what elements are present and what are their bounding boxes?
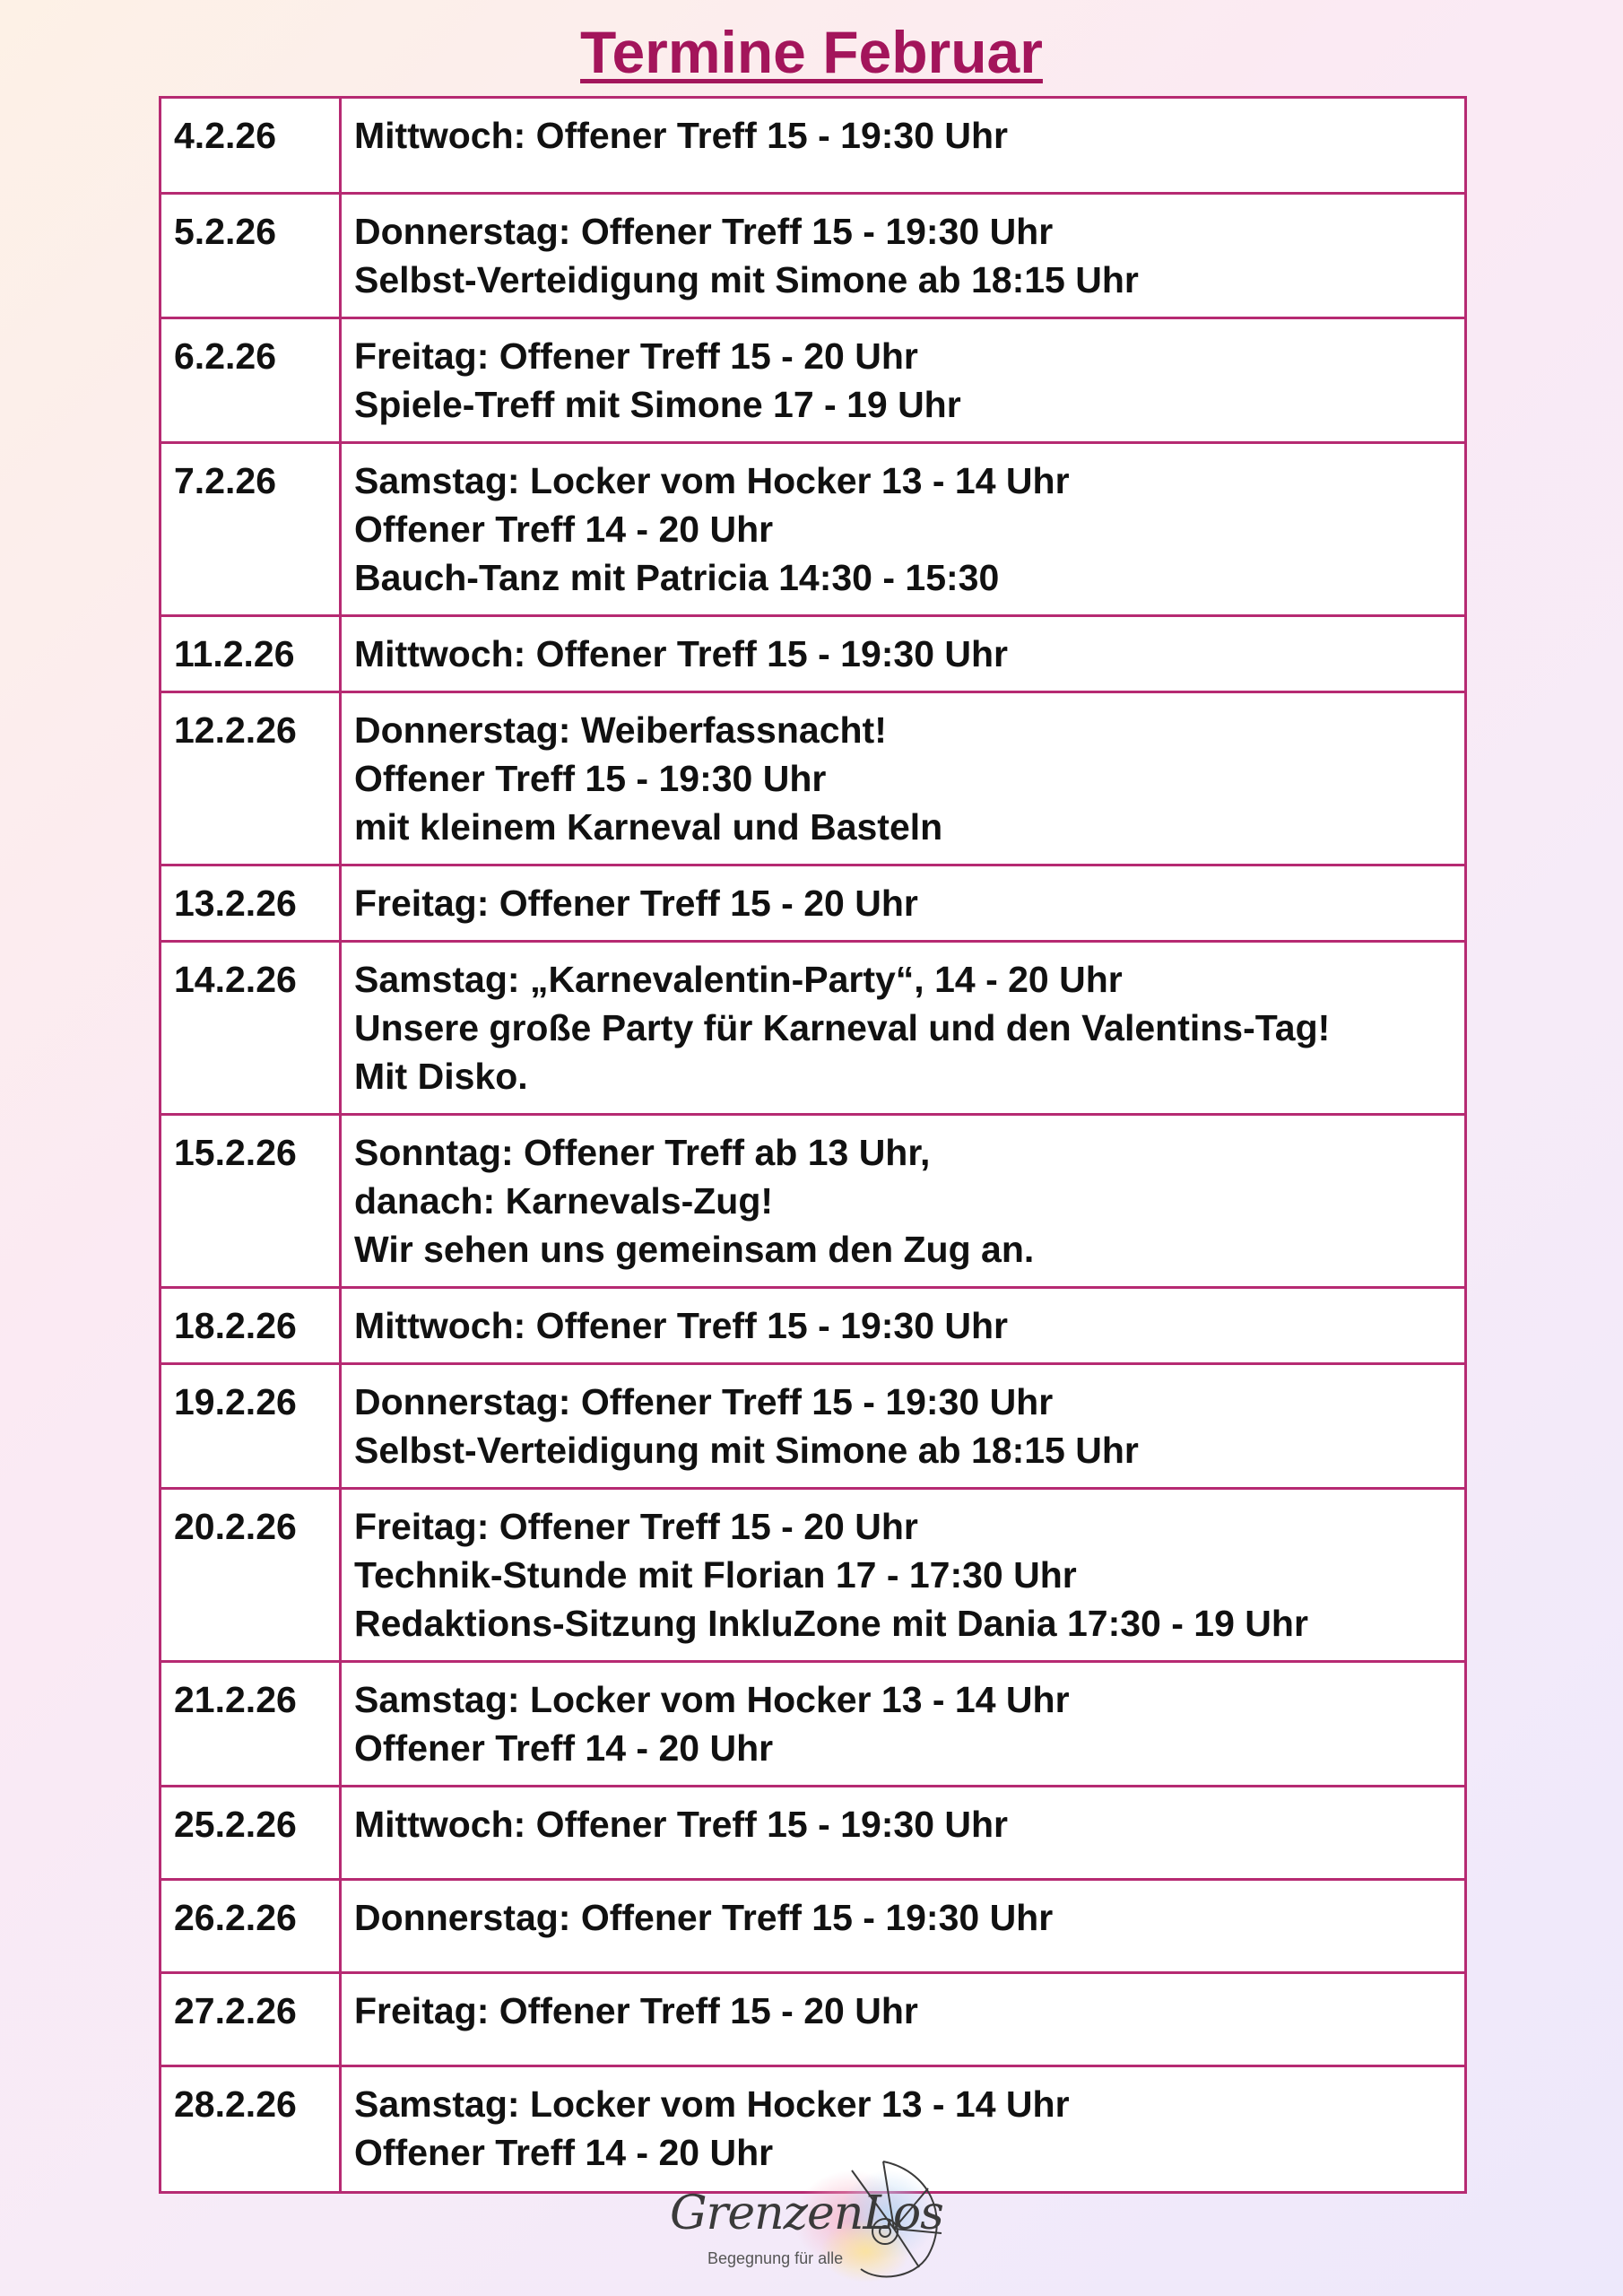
table-row — [161, 194, 1466, 318]
date-cell: 12.2.26 — [161, 692, 341, 865]
event-line: mit kleinem Karneval und Basteln — [354, 806, 943, 848]
event-cell — [341, 98, 1466, 194]
date-cell: 7.2.26 — [161, 443, 341, 616]
table-row — [161, 616, 1466, 692]
event-line: Offener Treff 14 - 20 Uhr — [354, 2132, 774, 2173]
date-cell: 14.2.26 — [161, 942, 341, 1115]
event-cell — [341, 1880, 1466, 1973]
event-line: Samstag: Locker vom Hocker 13 - 14 Uhr — [354, 460, 1070, 501]
event-cell — [341, 865, 1466, 942]
date-cell: 21.2.26 — [161, 1662, 341, 1787]
event-line: Wir sehen uns gemeinsam den Zug an. — [354, 1229, 1035, 1270]
logo-tagline: Begegnung für alle — [707, 2249, 844, 2267]
date-cell: 5.2.26 — [161, 194, 341, 318]
event-line: Donnerstag: Weiberfassnacht! — [354, 709, 887, 751]
date-cell: 13.2.26 — [161, 865, 341, 942]
date-cell: 19.2.26 — [161, 1364, 341, 1489]
event-line: danach: Karnevals-Zug! — [354, 1180, 774, 1222]
event-cell — [341, 1364, 1466, 1489]
table-row — [161, 443, 1466, 616]
date-cell: 20.2.26 — [161, 1489, 341, 1662]
event-line: Donnerstag: Offener Treff 15 - 19:30 Uhr — [354, 211, 1054, 252]
event-cell — [341, 692, 1466, 865]
table-row — [161, 1662, 1466, 1787]
event-cell — [341, 616, 1466, 692]
event-line: Offener Treff 14 - 20 Uhr — [354, 509, 774, 550]
event-line: Mittwoch: Offener Treff 15 - 19:30 Uhr — [354, 1804, 1009, 1845]
grenzenlos-logo — [659, 2152, 982, 2287]
date-cell: 27.2.26 — [161, 1973, 341, 2066]
table-row — [161, 1973, 1466, 2066]
date-cell: 25.2.26 — [161, 1787, 341, 1880]
event-line: Selbst-Verteidigung mit Simone ab 18:15 Uhr — [354, 1430, 1139, 1471]
event-line: Donnerstag: Offener Treff 15 - 19:30 Uhr — [354, 1381, 1054, 1422]
event-cell — [341, 1973, 1466, 2066]
date-cell: 26.2.26 — [161, 1880, 341, 1973]
date-cell: 4.2.26 — [161, 98, 341, 194]
table-row — [161, 1489, 1466, 1662]
event-line: Samstag: Locker vom Hocker 13 - 14 Uhr — [354, 1679, 1070, 1720]
table-row — [161, 1880, 1466, 1973]
event-line: Donnerstag: Offener Treff 15 - 19:30 Uhr — [354, 1897, 1054, 1938]
event-line: Samstag: „Karnevalentin-Party“, 14 - 20 Uhr — [354, 959, 1123, 1000]
date-cell: 6.2.26 — [161, 318, 341, 443]
event-line: Offener Treff 14 - 20 Uhr — [354, 1727, 774, 1769]
event-cell — [341, 1288, 1466, 1364]
event-line: Freitag: Offener Treff 15 - 20 Uhr — [354, 1506, 918, 1547]
event-line: Samstag: Locker vom Hocker 13 - 14 Uhr — [354, 2083, 1070, 2125]
event-line: Redaktions-Sitzung InkluZone mit Dania 17:30 - 19 Uhr — [354, 1603, 1308, 1644]
event-cell — [341, 1115, 1466, 1288]
table-row — [161, 1364, 1466, 1489]
table-row — [161, 318, 1466, 443]
event-line: Freitag: Offener Treff 15 - 20 Uhr — [354, 1990, 918, 2031]
table-row — [161, 1787, 1466, 1880]
event-cell — [341, 1662, 1466, 1787]
table-row — [161, 692, 1466, 865]
schedule-table — [159, 96, 1467, 2194]
table-row — [161, 1288, 1466, 1364]
event-line: Mit Disko. — [354, 1056, 528, 1097]
date-cell: 15.2.26 — [161, 1115, 341, 1288]
event-line: Mittwoch: Offener Treff 15 - 19:30 Uhr — [354, 115, 1009, 156]
event-line: Spiele-Treff mit Simone 17 - 19 Uhr — [354, 384, 961, 425]
event-line: Freitag: Offener Treff 15 - 20 Uhr — [354, 883, 918, 924]
logo-wordmark: GrenzenLos — [670, 2187, 943, 2240]
event-line: Selbst-Verteidigung mit Simone ab 18:15 Uhr — [354, 259, 1139, 300]
event-line: Technik-Stunde mit Florian 17 - 17:30 Uhr — [354, 1554, 1077, 1596]
table-row — [161, 865, 1466, 942]
table-row — [161, 942, 1466, 1115]
event-line: Mittwoch: Offener Treff 15 - 19:30 Uhr — [354, 633, 1009, 674]
event-cell — [341, 318, 1466, 443]
page-title: Termine Februar — [580, 19, 1043, 85]
table-row — [161, 98, 1466, 194]
table-row — [161, 1115, 1466, 1288]
event-cell — [341, 942, 1466, 1115]
event-cell — [341, 1787, 1466, 1880]
event-cell — [341, 194, 1466, 318]
event-line: Unsere große Party für Karneval und den Valentins-Tag! — [354, 1007, 1331, 1048]
date-cell: 11.2.26 — [161, 616, 341, 692]
event-cell — [341, 1489, 1466, 1662]
event-line: Bauch-Tanz mit Patricia 14:30 - 15:30 — [354, 557, 1000, 598]
event-line: Freitag: Offener Treff 15 - 20 Uhr — [354, 335, 918, 377]
date-cell: 18.2.26 — [161, 1288, 341, 1364]
event-line: Sonntag: Offener Treff ab 13 Uhr, — [354, 1132, 931, 1173]
event-cell — [341, 443, 1466, 616]
event-line: Offener Treff 15 - 19:30 Uhr — [354, 758, 827, 799]
date-cell: 28.2.26 — [161, 2066, 341, 2193]
event-line: Mittwoch: Offener Treff 15 - 19:30 Uhr — [354, 1305, 1009, 1346]
